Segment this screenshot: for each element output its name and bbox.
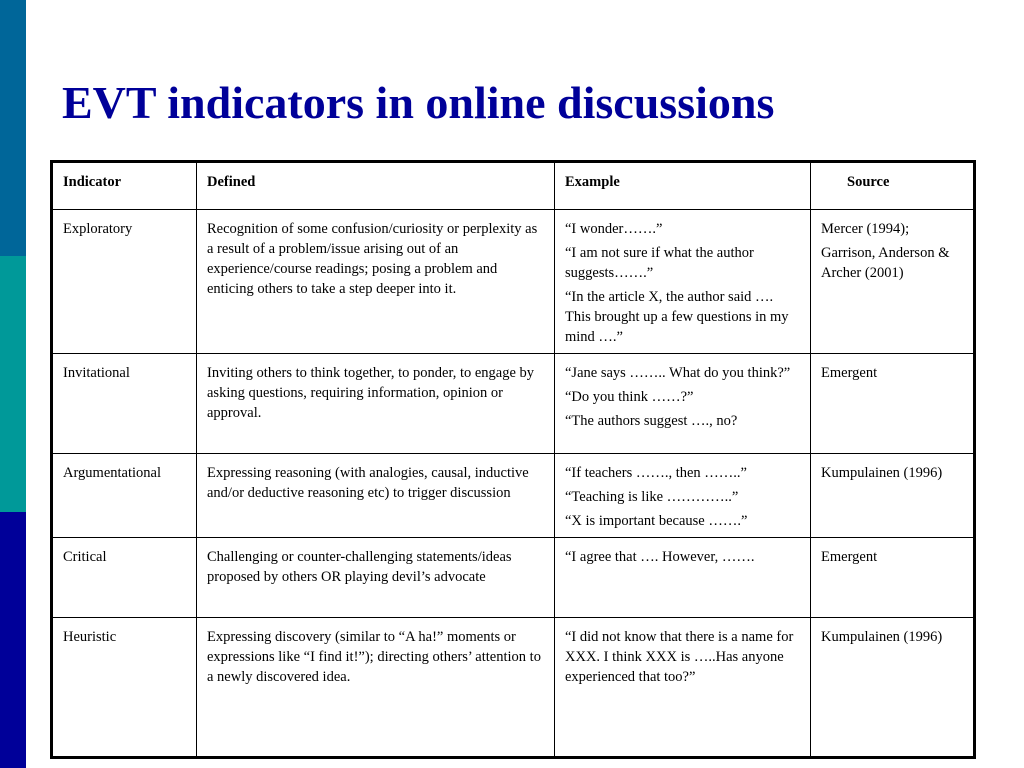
defined-cell: Expressing reasoning (with analogies, causal, inductive and/or deductive reasoning etc) to trigger discussion bbox=[197, 454, 555, 538]
source-line: Garrison, Anderson & Archer (2001) bbox=[821, 245, 950, 281]
example-cell bbox=[555, 538, 811, 618]
header-defined: Defined bbox=[197, 162, 555, 210]
example-line: “In the article X, the author said …. This brought up a few questions in my mind ….” bbox=[565, 289, 789, 345]
indicator-cell: Critical bbox=[52, 538, 197, 618]
example-cell bbox=[555, 454, 811, 538]
example-line: “Do you think ……?” bbox=[565, 389, 694, 405]
defined-cell: Inviting others to think together, to ponder, to engage by asking questions, requiring information, opinion or approval. bbox=[197, 354, 555, 454]
evt-indicators-table bbox=[50, 160, 976, 759]
example-cell bbox=[555, 210, 811, 354]
table-row-exploratory bbox=[52, 210, 975, 354]
indicator-cell: Argumentational bbox=[52, 454, 197, 538]
side-bar-top bbox=[0, 0, 26, 256]
source-line: Mercer (1994); bbox=[821, 221, 910, 237]
source-cell bbox=[811, 454, 975, 538]
indicator-cell: Invitational bbox=[52, 354, 197, 454]
table-row-critical bbox=[52, 538, 975, 618]
defined-cell: Challenging or counter-challenging statements/ideas proposed by others OR playing devil’s advocate bbox=[197, 538, 555, 618]
example-line: “Teaching is like …………..” bbox=[565, 489, 739, 505]
example-cell bbox=[555, 618, 811, 758]
example-line: “I am not sure if what the author suggests…….” bbox=[565, 245, 754, 281]
example-line: “X is important because …….” bbox=[565, 513, 748, 529]
indicator-cell: Heuristic bbox=[52, 618, 197, 758]
source-line: Kumpulainen (1996) bbox=[821, 629, 943, 645]
source-cell bbox=[811, 538, 975, 618]
source-cell bbox=[811, 354, 975, 454]
table-row-heuristic bbox=[52, 618, 975, 758]
source-cell bbox=[811, 618, 975, 758]
example-line: “I agree that …. However, ……. bbox=[565, 549, 755, 565]
defined-cell: Expressing discovery (similar to “A ha!” moments or expressions like “I find it!”); directing others’ attention to a newly discovered idea. bbox=[197, 618, 555, 758]
indicator-cell: Exploratory bbox=[52, 210, 197, 354]
side-bar-middle bbox=[0, 256, 26, 512]
example-line: “I wonder…….” bbox=[565, 221, 663, 237]
header-example: Example bbox=[555, 162, 811, 210]
header-indicator: Indicator bbox=[52, 162, 197, 210]
table-row-invitational bbox=[52, 354, 975, 454]
example-line: “Jane says …….. What do you think?” bbox=[565, 365, 791, 381]
defined-cell: Recognition of some confusion/curiosity or perplexity as a result of a problem/issue arising out of an experience/course readings; posing a problem and enticing others to take a step deeper into it. bbox=[197, 210, 555, 354]
source-cell bbox=[811, 210, 975, 354]
example-line: “If teachers ……., then ……..” bbox=[565, 465, 747, 481]
header-source: Source bbox=[811, 162, 975, 210]
example-cell bbox=[555, 354, 811, 454]
source-line: Kumpulainen (1996) bbox=[821, 465, 943, 481]
table-header-row bbox=[52, 162, 975, 210]
table-row-argumentational bbox=[52, 454, 975, 538]
example-line: “I did not know that there is a name for XXX. I think XXX is …..Has anyone experienced that too?” bbox=[565, 629, 794, 685]
side-bar-bottom bbox=[0, 512, 26, 768]
source-line: Emergent bbox=[821, 365, 878, 381]
example-line: “The authors suggest …., no? bbox=[565, 413, 738, 429]
source-line: Emergent bbox=[821, 549, 878, 565]
slide-title: EVT indicators in online discussions bbox=[62, 77, 775, 128]
